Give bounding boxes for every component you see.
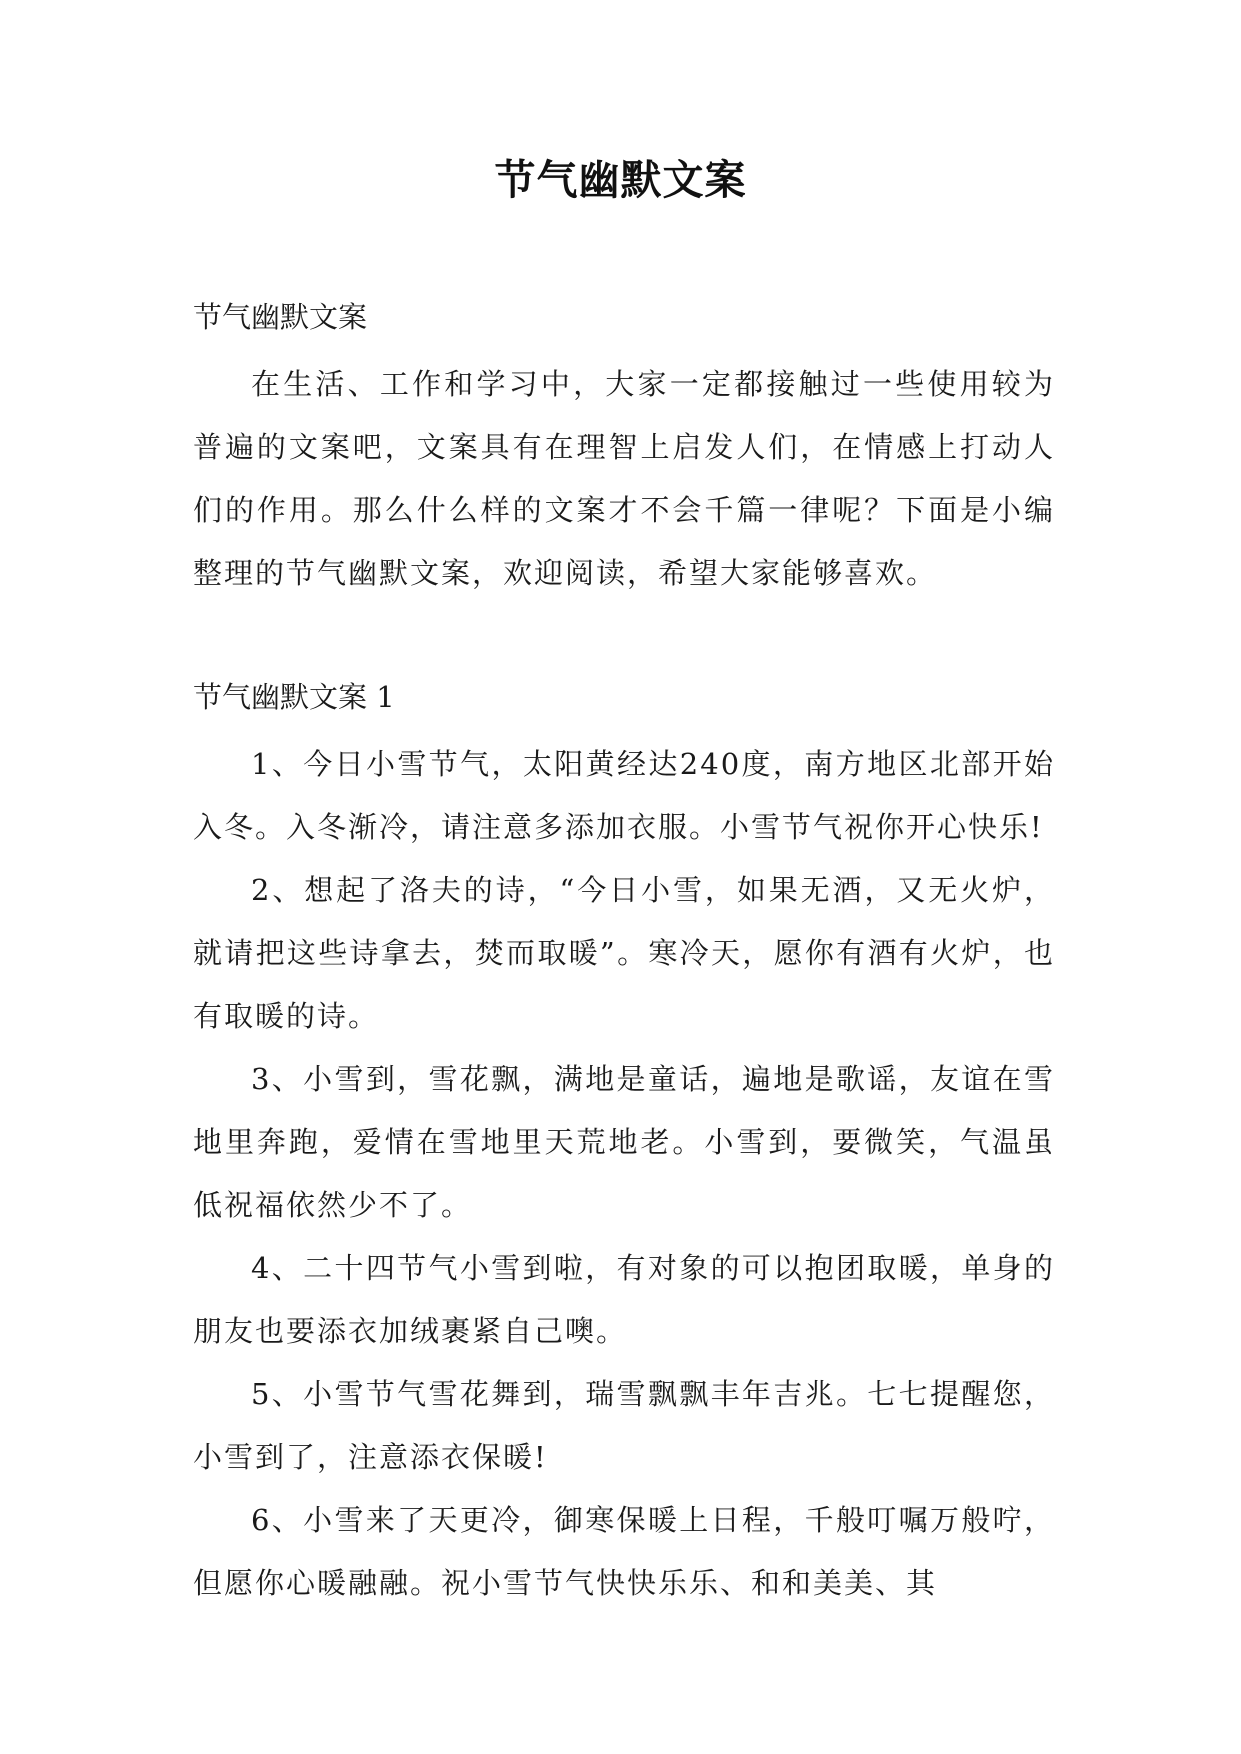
- list-item: 2、想起了洛夫的诗，“今日小雪，如果无酒，又无火炉，就请把这些诗拿去，焚而取暖”。寒冷天，愿你有酒有火炉，也有取暖的诗。: [193, 873, 1055, 1033]
- list-item: 3、小雪到，雪花飘，满地是童话，遍地是歌谣，友谊在雪地里奔跑，爱情在雪地里天荒地老。小雪到，要微笑，气温虽低祝福依然少不了。: [193, 1062, 1055, 1222]
- list-item: 5、小雪节气雪花舞到，瑞雪飘飘丰年吉兆。七七提醒您，小雪到了，注意添衣保暖!: [193, 1377, 1055, 1474]
- list-item: 4、二十四节气小雪到啦，有对象的可以抱团取暖，单身的朋友也要添衣加绒裹紧自己噢。: [193, 1251, 1055, 1348]
- list-item: 1、今日小雪节气，太阳黄经达240度，南方地区北部开始入冬。入冬渐冷，请注意多添加衣服。小雪节气祝你开心快乐!: [193, 747, 1055, 844]
- document-title: 节气幽默文案: [494, 156, 747, 204]
- document-body: [193, 286, 1055, 1615]
- list-item: 6、小雪来了天更冷，御寒保暖上日程，千般叮嘱万般咛，但愿你心暖融融。祝小雪节气快快乐乐、和和美美、其: [193, 1503, 1055, 1600]
- intro-paragraph: 在生活、工作和学习中，大家一定都接触过一些使用较为普遍的文案吧，文案具有在理智上启发人们，在情感上打动人们的作用。那么什么样的文案才不会千篇一律呢？下面是小编整理的节气幽默文案，欢迎阅读，希望大家能够喜欢。: [193, 367, 1055, 590]
- section-heading: 节气幽默文案 1: [193, 680, 395, 714]
- subtitle-line: 节气幽默文案: [193, 300, 368, 334]
